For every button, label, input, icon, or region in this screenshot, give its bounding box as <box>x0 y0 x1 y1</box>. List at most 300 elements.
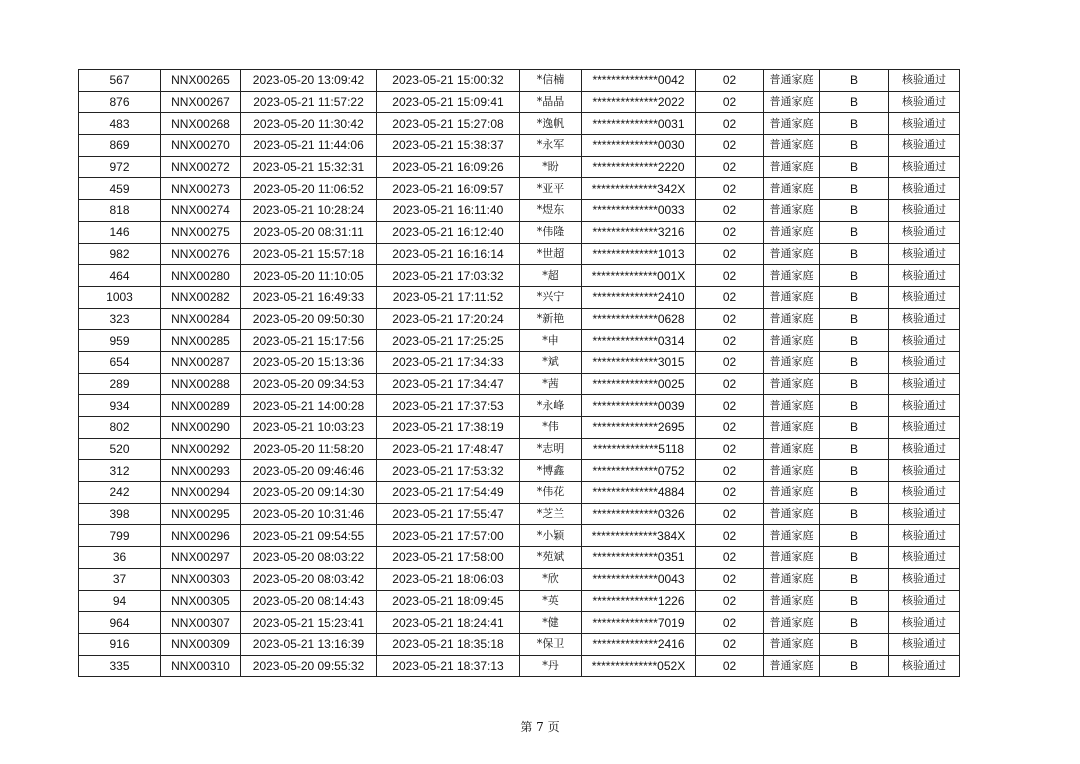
cell-category-code: 02 <box>696 135 764 157</box>
cell-applicant-name: *斌 <box>520 351 582 373</box>
table-row <box>79 547 960 569</box>
cell-grade: B <box>820 156 889 178</box>
cell-seq-no: 934 <box>79 395 161 417</box>
cell-id-number: **************0314 <box>582 330 696 352</box>
cell-application-no: NNX00303 <box>161 568 241 590</box>
cell-verification-status: 核验通过 <box>889 525 960 547</box>
cell-seq-no: 959 <box>79 330 161 352</box>
cell-grade: B <box>820 438 889 460</box>
cell-verification-status: 核验通过 <box>889 156 960 178</box>
cell-verification-status: 核验通过 <box>889 395 960 417</box>
cell-grade: B <box>820 460 889 482</box>
cell-id-number: **************1013 <box>582 243 696 265</box>
cell-submit-time: 2023-05-20 11:10:05 <box>241 265 377 287</box>
cell-applicant-name: *欣 <box>520 568 582 590</box>
cell-applicant-name: *伟隆 <box>520 221 582 243</box>
cell-seq-no: 335 <box>79 655 161 677</box>
cell-category-code: 02 <box>696 503 764 525</box>
cell-category-code: 02 <box>696 655 764 677</box>
cell-seq-no: 464 <box>79 265 161 287</box>
cell-grade: B <box>820 330 889 352</box>
table-row <box>79 265 960 287</box>
cell-applicant-name: *煜东 <box>520 200 582 222</box>
cell-review-time: 2023-05-21 18:09:45 <box>377 590 520 612</box>
cell-id-number: **************2410 <box>582 286 696 308</box>
cell-id-number: **************7019 <box>582 612 696 634</box>
cell-seq-no: 459 <box>79 178 161 200</box>
table-row <box>79 460 960 482</box>
page-number: 第 7 页 <box>520 720 560 734</box>
cell-application-no: NNX00310 <box>161 655 241 677</box>
cell-applicant-name: *茜 <box>520 373 582 395</box>
cell-seq-no: 520 <box>79 438 161 460</box>
cell-applicant-name: *兴宁 <box>520 286 582 308</box>
cell-grade: B <box>820 373 889 395</box>
cell-category-code: 02 <box>696 200 764 222</box>
cell-submit-time: 2023-05-20 11:58:20 <box>241 438 377 460</box>
cell-submit-time: 2023-05-21 11:57:22 <box>241 91 377 113</box>
cell-application-no: NNX00285 <box>161 330 241 352</box>
cell-family-type: 普通家庭 <box>764 633 820 655</box>
table-row <box>79 113 960 135</box>
cell-family-type: 普通家庭 <box>764 482 820 504</box>
cell-id-number: **************4884 <box>582 482 696 504</box>
cell-verification-status: 核验通过 <box>889 438 960 460</box>
cell-application-no: NNX00275 <box>161 221 241 243</box>
cell-applicant-name: *伟 <box>520 417 582 439</box>
cell-grade: B <box>820 178 889 200</box>
cell-applicant-name: *保卫 <box>520 633 582 655</box>
cell-grade: B <box>820 91 889 113</box>
cell-family-type: 普通家庭 <box>764 135 820 157</box>
table-row <box>79 503 960 525</box>
cell-id-number: **************342X <box>582 178 696 200</box>
cell-verification-status: 核验通过 <box>889 568 960 590</box>
cell-grade: B <box>820 655 889 677</box>
cell-review-time: 2023-05-21 16:16:14 <box>377 243 520 265</box>
cell-application-no: NNX00270 <box>161 135 241 157</box>
cell-grade: B <box>820 525 889 547</box>
cell-category-code: 02 <box>696 633 764 655</box>
cell-application-no: NNX00307 <box>161 612 241 634</box>
cell-verification-status: 核验通过 <box>889 547 960 569</box>
cell-category-code: 02 <box>696 286 764 308</box>
cell-family-type: 普通家庭 <box>764 221 820 243</box>
cell-review-time: 2023-05-21 17:11:52 <box>377 286 520 308</box>
table-row <box>79 70 960 92</box>
cell-verification-status: 核验通过 <box>889 200 960 222</box>
table-row <box>79 351 960 373</box>
cell-review-time: 2023-05-21 17:54:49 <box>377 482 520 504</box>
cell-id-number: **************0752 <box>582 460 696 482</box>
cell-application-no: NNX00265 <box>161 70 241 92</box>
cell-verification-status: 核验通过 <box>889 460 960 482</box>
cell-verification-status: 核验通过 <box>889 373 960 395</box>
cell-applicant-name: *伟花 <box>520 482 582 504</box>
cell-family-type: 普通家庭 <box>764 547 820 569</box>
cell-review-time: 2023-05-21 17:34:47 <box>377 373 520 395</box>
cell-review-time: 2023-05-21 17:03:32 <box>377 265 520 287</box>
cell-seq-no: 916 <box>79 633 161 655</box>
cell-seq-no: 94 <box>79 590 161 612</box>
cell-grade: B <box>820 503 889 525</box>
cell-seq-no: 869 <box>79 135 161 157</box>
cell-verification-status: 核验通过 <box>889 286 960 308</box>
cell-id-number: **************0628 <box>582 308 696 330</box>
cell-applicant-name: *芝兰 <box>520 503 582 525</box>
cell-submit-time: 2023-05-20 10:31:46 <box>241 503 377 525</box>
cell-category-code: 02 <box>696 243 764 265</box>
cell-application-no: NNX00290 <box>161 417 241 439</box>
cell-id-number: **************0033 <box>582 200 696 222</box>
cell-review-time: 2023-05-21 17:25:25 <box>377 330 520 352</box>
cell-seq-no: 876 <box>79 91 161 113</box>
cell-applicant-name: *晶晶 <box>520 91 582 113</box>
cell-family-type: 普通家庭 <box>764 265 820 287</box>
cell-applicant-name: *超 <box>520 265 582 287</box>
cell-seq-no: 1003 <box>79 286 161 308</box>
table-row <box>79 655 960 677</box>
cell-category-code: 02 <box>696 351 764 373</box>
cell-submit-time: 2023-05-20 11:30:42 <box>241 113 377 135</box>
cell-id-number: **************0042 <box>582 70 696 92</box>
cell-category-code: 02 <box>696 70 764 92</box>
cell-application-no: NNX00267 <box>161 91 241 113</box>
cell-application-no: NNX00276 <box>161 243 241 265</box>
cell-application-no: NNX00305 <box>161 590 241 612</box>
cell-family-type: 普通家庭 <box>764 308 820 330</box>
cell-submit-time: 2023-05-20 09:46:46 <box>241 460 377 482</box>
cell-grade: B <box>820 482 889 504</box>
cell-category-code: 02 <box>696 525 764 547</box>
cell-seq-no: 799 <box>79 525 161 547</box>
records-table-body <box>79 70 960 677</box>
cell-family-type: 普通家庭 <box>764 503 820 525</box>
cell-review-time: 2023-05-21 17:37:53 <box>377 395 520 417</box>
cell-review-time: 2023-05-21 17:34:33 <box>377 351 520 373</box>
cell-review-time: 2023-05-21 17:58:00 <box>377 547 520 569</box>
cell-id-number: **************0351 <box>582 547 696 569</box>
cell-grade: B <box>820 221 889 243</box>
cell-category-code: 02 <box>696 91 764 113</box>
cell-id-number: **************2416 <box>582 633 696 655</box>
table-row <box>79 330 960 352</box>
cell-verification-status: 核验通过 <box>889 351 960 373</box>
cell-applicant-name: *苑斌 <box>520 547 582 569</box>
table-row <box>79 417 960 439</box>
cell-id-number: **************2022 <box>582 91 696 113</box>
cell-submit-time: 2023-05-21 15:23:41 <box>241 612 377 634</box>
cell-id-number: **************3216 <box>582 221 696 243</box>
cell-category-code: 02 <box>696 156 764 178</box>
cell-family-type: 普通家庭 <box>764 395 820 417</box>
cell-application-no: NNX00273 <box>161 178 241 200</box>
cell-application-no: NNX00297 <box>161 547 241 569</box>
table-row <box>79 633 960 655</box>
cell-grade: B <box>820 308 889 330</box>
cell-id-number: **************2220 <box>582 156 696 178</box>
cell-category-code: 02 <box>696 547 764 569</box>
cell-category-code: 02 <box>696 221 764 243</box>
records-table <box>78 69 960 677</box>
cell-review-time: 2023-05-21 15:27:08 <box>377 113 520 135</box>
cell-submit-time: 2023-05-20 09:34:53 <box>241 373 377 395</box>
cell-application-no: NNX00309 <box>161 633 241 655</box>
cell-verification-status: 核验通过 <box>889 330 960 352</box>
cell-verification-status: 核验通过 <box>889 243 960 265</box>
cell-applicant-name: *申 <box>520 330 582 352</box>
cell-seq-no: 398 <box>79 503 161 525</box>
cell-submit-time: 2023-05-21 14:00:28 <box>241 395 377 417</box>
cell-applicant-name: *盼 <box>520 156 582 178</box>
cell-submit-time: 2023-05-20 08:03:22 <box>241 547 377 569</box>
cell-id-number: **************001X <box>582 265 696 287</box>
cell-category-code: 02 <box>696 460 764 482</box>
table-row <box>79 200 960 222</box>
cell-verification-status: 核验通过 <box>889 482 960 504</box>
cell-grade: B <box>820 113 889 135</box>
table-row <box>79 156 960 178</box>
cell-category-code: 02 <box>696 373 764 395</box>
cell-review-time: 2023-05-21 15:09:41 <box>377 91 520 113</box>
cell-application-no: NNX00272 <box>161 156 241 178</box>
cell-submit-time: 2023-05-20 09:50:30 <box>241 308 377 330</box>
cell-grade: B <box>820 568 889 590</box>
cell-submit-time: 2023-05-21 15:57:18 <box>241 243 377 265</box>
table-row <box>79 178 960 200</box>
cell-verification-status: 核验通过 <box>889 70 960 92</box>
table-row <box>79 482 960 504</box>
cell-seq-no: 242 <box>79 482 161 504</box>
cell-family-type: 普通家庭 <box>764 655 820 677</box>
table-row <box>79 135 960 157</box>
cell-category-code: 02 <box>696 482 764 504</box>
cell-category-code: 02 <box>696 178 764 200</box>
cell-applicant-name: *健 <box>520 612 582 634</box>
cell-application-no: NNX00284 <box>161 308 241 330</box>
cell-grade: B <box>820 243 889 265</box>
cell-review-time: 2023-05-21 16:09:26 <box>377 156 520 178</box>
cell-submit-time: 2023-05-21 15:32:31 <box>241 156 377 178</box>
cell-grade: B <box>820 70 889 92</box>
cell-grade: B <box>820 200 889 222</box>
cell-category-code: 02 <box>696 568 764 590</box>
cell-applicant-name: *世超 <box>520 243 582 265</box>
cell-submit-time: 2023-05-21 10:28:24 <box>241 200 377 222</box>
cell-family-type: 普通家庭 <box>764 438 820 460</box>
cell-review-time: 2023-05-21 17:57:00 <box>377 525 520 547</box>
cell-family-type: 普通家庭 <box>764 156 820 178</box>
table-row <box>79 525 960 547</box>
cell-application-no: NNX00280 <box>161 265 241 287</box>
table-row <box>79 373 960 395</box>
table-row <box>79 308 960 330</box>
cell-submit-time: 2023-05-21 11:44:06 <box>241 135 377 157</box>
cell-verification-status: 核验通过 <box>889 265 960 287</box>
cell-application-no: NNX00282 <box>161 286 241 308</box>
cell-id-number: **************5118 <box>582 438 696 460</box>
cell-review-time: 2023-05-21 17:53:32 <box>377 460 520 482</box>
cell-grade: B <box>820 590 889 612</box>
cell-review-time: 2023-05-21 17:55:47 <box>377 503 520 525</box>
cell-id-number: **************052X <box>582 655 696 677</box>
cell-submit-time: 2023-05-20 15:13:36 <box>241 351 377 373</box>
cell-applicant-name: *永峰 <box>520 395 582 417</box>
table-row <box>79 438 960 460</box>
cell-verification-status: 核验通过 <box>889 633 960 655</box>
cell-family-type: 普通家庭 <box>764 243 820 265</box>
cell-applicant-name: *亚平 <box>520 178 582 200</box>
cell-applicant-name: *丹 <box>520 655 582 677</box>
cell-category-code: 02 <box>696 590 764 612</box>
cell-family-type: 普通家庭 <box>764 351 820 373</box>
cell-id-number: **************1226 <box>582 590 696 612</box>
cell-submit-time: 2023-05-20 08:03:42 <box>241 568 377 590</box>
cell-verification-status: 核验通过 <box>889 503 960 525</box>
table-row <box>79 568 960 590</box>
cell-review-time: 2023-05-21 18:06:03 <box>377 568 520 590</box>
cell-application-no: NNX00293 <box>161 460 241 482</box>
cell-review-time: 2023-05-21 17:20:24 <box>377 308 520 330</box>
cell-verification-status: 核验通过 <box>889 113 960 135</box>
cell-id-number: **************0025 <box>582 373 696 395</box>
cell-verification-status: 核验通过 <box>889 417 960 439</box>
table-row <box>79 286 960 308</box>
cell-category-code: 02 <box>696 417 764 439</box>
cell-family-type: 普通家庭 <box>764 91 820 113</box>
cell-grade: B <box>820 612 889 634</box>
cell-submit-time: 2023-05-21 13:16:39 <box>241 633 377 655</box>
table-row <box>79 395 960 417</box>
cell-grade: B <box>820 135 889 157</box>
cell-application-no: NNX00289 <box>161 395 241 417</box>
cell-family-type: 普通家庭 <box>764 70 820 92</box>
cell-review-time: 2023-05-21 16:12:40 <box>377 221 520 243</box>
cell-application-no: NNX00294 <box>161 482 241 504</box>
cell-seq-no: 972 <box>79 156 161 178</box>
cell-family-type: 普通家庭 <box>764 113 820 135</box>
cell-submit-time: 2023-05-20 11:06:52 <box>241 178 377 200</box>
cell-verification-status: 核验通过 <box>889 221 960 243</box>
cell-grade: B <box>820 286 889 308</box>
cell-applicant-name: *新艳 <box>520 308 582 330</box>
cell-submit-time: 2023-05-21 16:49:33 <box>241 286 377 308</box>
cell-submit-time: 2023-05-20 08:14:43 <box>241 590 377 612</box>
cell-verification-status: 核验通过 <box>889 135 960 157</box>
cell-submit-time: 2023-05-20 09:55:32 <box>241 655 377 677</box>
cell-applicant-name: *英 <box>520 590 582 612</box>
cell-seq-no: 37 <box>79 568 161 590</box>
cell-category-code: 02 <box>696 113 764 135</box>
cell-submit-time: 2023-05-20 13:09:42 <box>241 70 377 92</box>
cell-review-time: 2023-05-21 18:24:41 <box>377 612 520 634</box>
cell-seq-no: 567 <box>79 70 161 92</box>
cell-submit-time: 2023-05-20 09:14:30 <box>241 482 377 504</box>
cell-review-time: 2023-05-21 16:09:57 <box>377 178 520 200</box>
cell-category-code: 02 <box>696 330 764 352</box>
cell-review-time: 2023-05-21 15:38:37 <box>377 135 520 157</box>
cell-verification-status: 核验通过 <box>889 655 960 677</box>
cell-review-time: 2023-05-21 18:35:18 <box>377 633 520 655</box>
cell-applicant-name: *逸帆 <box>520 113 582 135</box>
cell-grade: B <box>820 395 889 417</box>
cell-family-type: 普通家庭 <box>764 286 820 308</box>
cell-seq-no: 312 <box>79 460 161 482</box>
cell-seq-no: 964 <box>79 612 161 634</box>
cell-category-code: 02 <box>696 308 764 330</box>
cell-category-code: 02 <box>696 265 764 287</box>
cell-family-type: 普通家庭 <box>764 200 820 222</box>
cell-family-type: 普通家庭 <box>764 373 820 395</box>
cell-application-no: NNX00296 <box>161 525 241 547</box>
cell-submit-time: 2023-05-21 09:54:55 <box>241 525 377 547</box>
cell-verification-status: 核验通过 <box>889 91 960 113</box>
cell-verification-status: 核验通过 <box>889 612 960 634</box>
cell-applicant-name: *博鑫 <box>520 460 582 482</box>
cell-grade: B <box>820 547 889 569</box>
cell-application-no: NNX00288 <box>161 373 241 395</box>
cell-id-number: **************384X <box>582 525 696 547</box>
cell-submit-time: 2023-05-20 08:31:11 <box>241 221 377 243</box>
cell-seq-no: 483 <box>79 113 161 135</box>
cell-verification-status: 核验通过 <box>889 590 960 612</box>
cell-category-code: 02 <box>696 438 764 460</box>
table-row <box>79 221 960 243</box>
cell-application-no: NNX00287 <box>161 351 241 373</box>
cell-id-number: **************0031 <box>582 113 696 135</box>
cell-id-number: **************0043 <box>582 568 696 590</box>
cell-seq-no: 146 <box>79 221 161 243</box>
table-row <box>79 243 960 265</box>
cell-review-time: 2023-05-21 18:37:13 <box>377 655 520 677</box>
cell-review-time: 2023-05-21 17:48:47 <box>377 438 520 460</box>
cell-id-number: **************0039 <box>582 395 696 417</box>
cell-id-number: **************0326 <box>582 503 696 525</box>
cell-review-time: 2023-05-21 17:38:19 <box>377 417 520 439</box>
cell-application-no: NNX00295 <box>161 503 241 525</box>
cell-category-code: 02 <box>696 612 764 634</box>
cell-submit-time: 2023-05-21 10:03:23 <box>241 417 377 439</box>
cell-seq-no: 323 <box>79 308 161 330</box>
cell-family-type: 普通家庭 <box>764 525 820 547</box>
cell-seq-no: 289 <box>79 373 161 395</box>
cell-category-code: 02 <box>696 395 764 417</box>
cell-grade: B <box>820 417 889 439</box>
cell-verification-status: 核验通过 <box>889 178 960 200</box>
cell-seq-no: 654 <box>79 351 161 373</box>
cell-family-type: 普通家庭 <box>764 460 820 482</box>
cell-family-type: 普通家庭 <box>764 417 820 439</box>
cell-application-no: NNX00274 <box>161 200 241 222</box>
cell-id-number: **************0030 <box>582 135 696 157</box>
cell-application-no: NNX00268 <box>161 113 241 135</box>
cell-seq-no: 982 <box>79 243 161 265</box>
cell-grade: B <box>820 351 889 373</box>
cell-review-time: 2023-05-21 16:11:40 <box>377 200 520 222</box>
cell-grade: B <box>820 265 889 287</box>
cell-seq-no: 818 <box>79 200 161 222</box>
cell-id-number: **************2695 <box>582 417 696 439</box>
cell-grade: B <box>820 633 889 655</box>
table-row <box>79 612 960 634</box>
cell-submit-time: 2023-05-21 15:17:56 <box>241 330 377 352</box>
table-row <box>79 590 960 612</box>
cell-application-no: NNX00292 <box>161 438 241 460</box>
cell-review-time: 2023-05-21 15:00:32 <box>377 70 520 92</box>
table-row <box>79 91 960 113</box>
cell-family-type: 普通家庭 <box>764 568 820 590</box>
cell-applicant-name: *小颖 <box>520 525 582 547</box>
